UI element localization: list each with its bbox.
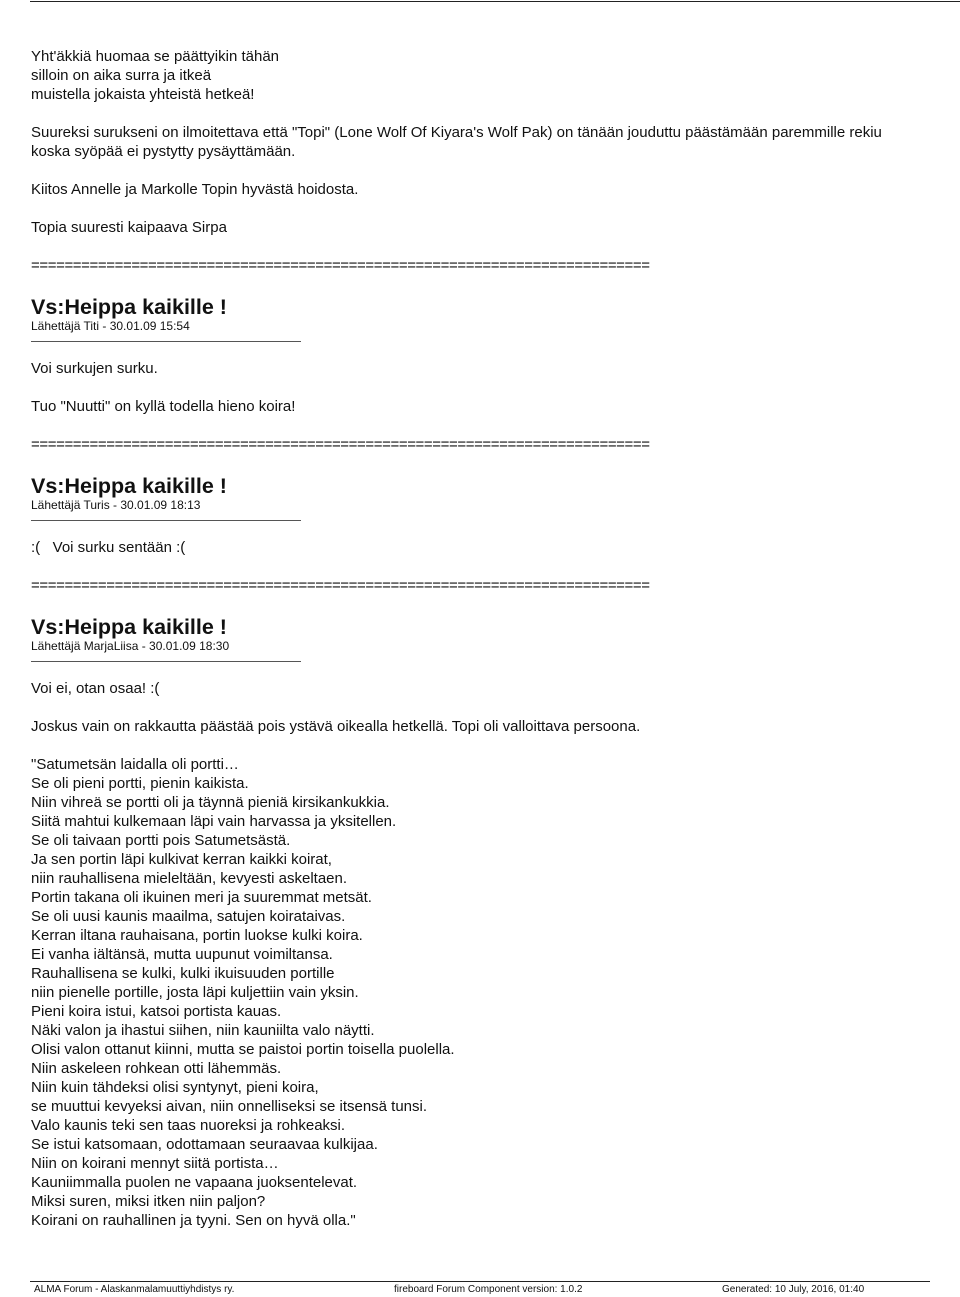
poem-line: Kauniimmalla puolen ne vapaana juoksentelevat.	[31, 1174, 358, 1191]
poem-line: Rauhallisena se kulki, kulki ikuisuuden portille	[31, 965, 335, 982]
poem-line: Siitä mahtui kulkemaan läpi vain harvassa ja yksitellen.	[31, 813, 397, 830]
post-paragraph	[31, 538, 960, 557]
post-header-rule	[31, 520, 301, 521]
poem-line: Niin vihreä se portti oli ja täynnä pieniä kirsikankukkia.	[31, 794, 390, 811]
post-paragraph	[31, 717, 960, 736]
footer-site-name: ALMA Forum - Alaskanmalamuuttiyhdistys ry.	[34, 1284, 235, 1295]
poem-line: Se oli taivaan portti pois Satumetsästä.	[31, 832, 291, 849]
thanks-text: Kiitos Annelle ja Markolle Topin hyvästä hoidosta.	[31, 181, 359, 198]
text-line: Voi ei, otan osaa! :(	[31, 680, 160, 697]
post-title: Vs:Heippa kaikille !	[31, 474, 227, 498]
announcement-paragraph	[31, 123, 960, 161]
post-paragraph	[31, 679, 960, 698]
poem-line: Olisi valon ottanut kiinni, mutta se paistoi portin toisella puolella.	[31, 1041, 455, 1058]
reply-post	[31, 615, 960, 1230]
poem-line: Niin kuin tähdeksi olisi syntynyt, pieni koira,	[31, 1079, 319, 1096]
poem-line: Ja sen portin läpi kulkivat kerran kaikki koirat,	[31, 851, 332, 868]
text-line: Joskus vain on rakkautta päästää pois ystävä oikealla hetkellä. Topi oli valloittava persoona.	[31, 718, 641, 735]
poem-paragraph	[31, 755, 960, 1230]
text-line: Voi surkujen surku.	[31, 360, 158, 377]
text-line: :( Voi surku sentään :(	[31, 539, 186, 556]
post-separator: ==========================================================================	[31, 577, 650, 594]
post-title: Vs:Heippa kaikille !	[31, 295, 227, 319]
post-author-date: Lähettäjä Titi - 30.01.09 15:54	[31, 319, 190, 333]
poem-line: Valo kaunis teki sen taas nuoreksi ja rohkeaksi.	[31, 1117, 346, 1134]
intro-verse	[31, 47, 960, 104]
poem-line: Kerran iltana rauhaisana, portin luokse kulki koira.	[31, 927, 363, 944]
reply-post	[31, 474, 960, 557]
forum-thread-print	[31, 47, 960, 1249]
post-header-rule	[31, 341, 301, 342]
poem-line: se muuttui kevyeksi aivan, niin onnelliseksi se itsensä tunsi.	[31, 1098, 428, 1115]
post-author-date: Lähettäjä MarjaLiisa - 30.01.09 18:30	[31, 639, 230, 653]
post-header-rule	[31, 661, 301, 662]
poem-line: Se oli uusi kaunis maailma, satujen koirataivas.	[31, 908, 346, 925]
verse-line: muistella jokaista yhteistä hetkeä!	[31, 86, 255, 103]
poem-line: niin rauhallisena mieleltään, kevyesti askeltaen.	[31, 870, 348, 887]
poem-line: Portin takana oli ikuinen meri ja suuremmat metsät.	[31, 889, 372, 906]
reply-post	[31, 295, 960, 416]
poem-line: "Satumetsän laidalla oli portti…	[31, 756, 239, 773]
poem-line: Koirani on rauhallinen ja tyyni. Sen on hyvä olla."	[31, 1212, 356, 1229]
poem-line: Niin on koirani mennyt siitä portista…	[31, 1155, 279, 1172]
post-separator: ==========================================================================	[31, 257, 650, 274]
post-title: Vs:Heippa kaikille !	[31, 615, 227, 639]
thanks-paragraph	[31, 180, 960, 199]
post-author-date: Lähettäjä Turis - 30.01.09 18:13	[31, 498, 201, 512]
verse-line: silloin on aika surra ja itkeä	[31, 67, 212, 84]
signature-paragraph	[31, 218, 960, 237]
text-line: koska syöpää ei pystytty pysäyttämään.	[31, 143, 296, 160]
post-separator: ==========================================================================	[31, 436, 650, 453]
footer-rule	[30, 1281, 930, 1282]
poem-line: Pieni koira istui, katsoi portista kauas.	[31, 1003, 282, 1020]
poem-line: niin pienelle portille, josta läpi kuljettiin vain yksin.	[31, 984, 359, 1001]
text-line: Suureksi surukseni on ilmoitettava että "Topi" (Lone Wolf Of Kiyara's Wolf Pak) on tänään jouduttu päästämään paremmille rekiu	[31, 124, 882, 141]
poem-line: Näki valon ja ihastui siihen, niin kauniilta valo näytti.	[31, 1022, 375, 1039]
signature-text: Topia suuresti kaipaava Sirpa	[31, 219, 227, 236]
post-paragraph	[31, 397, 960, 416]
poem-line: Miksi suren, miksi itken niin paljon?	[31, 1193, 266, 1210]
post-paragraph	[31, 359, 960, 378]
poem-line: Niin askeleen rohkean otti lähemmäs.	[31, 1060, 282, 1077]
poem-line: Ei vanha iältänsä, mutta uupunut voimiltansa.	[31, 946, 333, 963]
text-line: Tuo "Nuutti" on kyllä todella hieno koira!	[31, 398, 296, 415]
verse-line: Yht'äkkiä huomaa se päättyikin tähän	[31, 48, 280, 65]
footer-component-version: fireboard Forum Component version: 1.0.2	[394, 1284, 583, 1295]
footer-generated-date: Generated: 10 July, 2016, 01:40	[722, 1284, 865, 1295]
poem-line: Se oli pieni portti, pienin kaikista.	[31, 775, 249, 792]
top-rule	[30, 1, 960, 2]
original-post	[31, 47, 960, 237]
poem-line: Se istui katsomaan, odottamaan seuraavaa kulkijaa.	[31, 1136, 378, 1153]
